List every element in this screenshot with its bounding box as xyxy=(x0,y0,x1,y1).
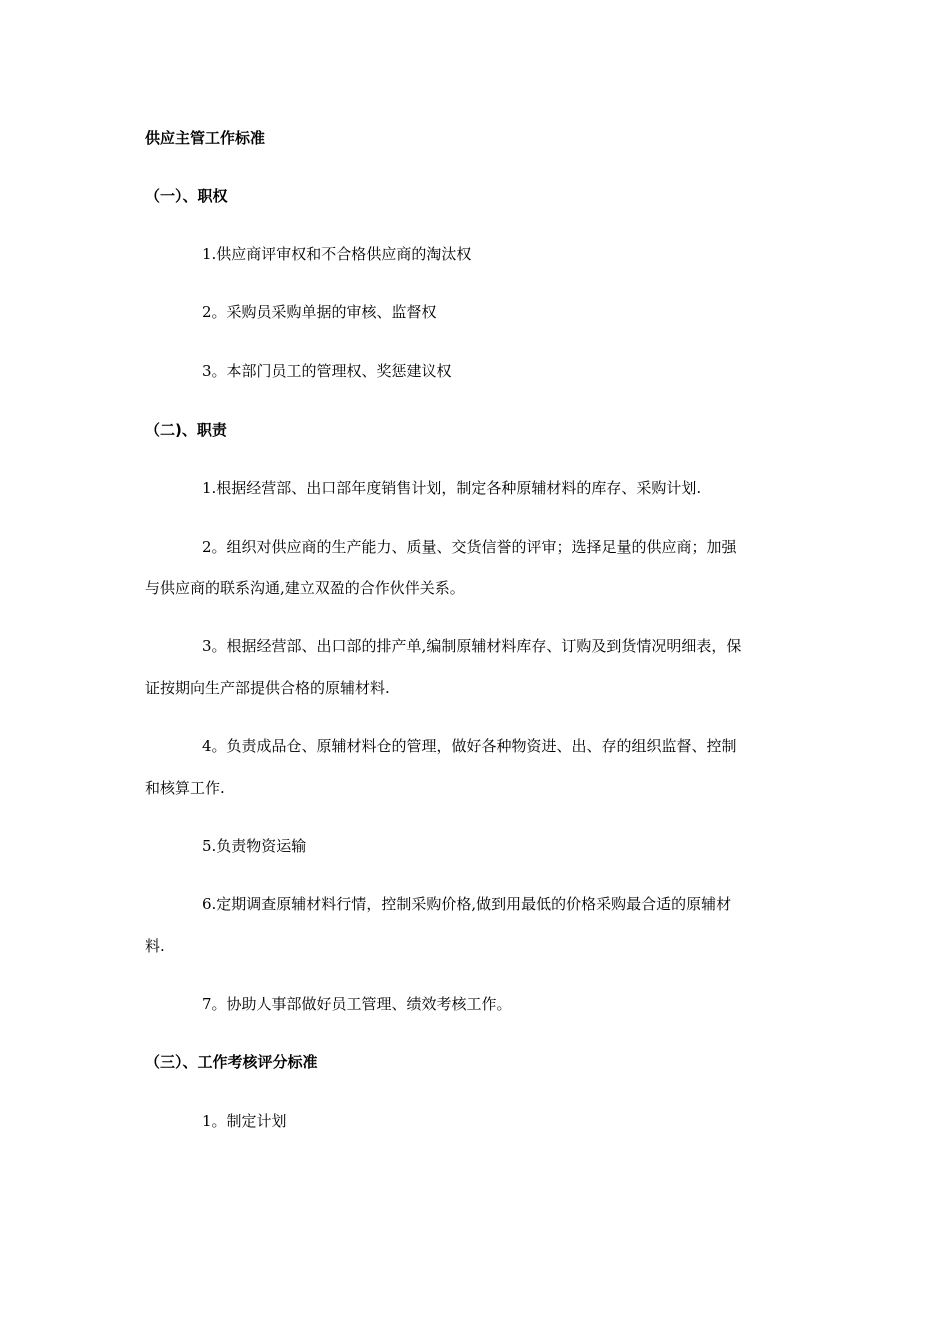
list-item-continuation: 证按期向生产部提供合格的原辅材料. xyxy=(145,679,390,697)
list-item: 3。本部门员工的管理权、奖惩建议权 xyxy=(202,362,452,380)
list-item: 1.根据经营部、出口部年度销售计划，制定各种原辅材料的库存、采购计划. xyxy=(202,479,702,497)
list-item: 2。采购员采购单据的审核、监督权 xyxy=(202,303,437,321)
list-item: 5.负责物资运输 xyxy=(202,837,307,855)
section-heading-duties: （二)、职责 xyxy=(145,421,227,439)
list-item: 1.供应商评审权和不合格供应商的淘汰权 xyxy=(202,245,472,263)
list-item-continuation: 与供应商的联系沟通,建立双盈的合作伙伴关系。 xyxy=(145,579,465,597)
list-item-line: 4。负责成品仓、原辅材料仓的管理，做好各种物资进、出、存的组织监督、控制 xyxy=(202,737,737,755)
document-title: 供应主管工作标准 xyxy=(145,129,266,147)
list-item-line: 6.定期调查原辅材料行情，控制采购价格,做到用最低的价格采购最合适的原辅材 xyxy=(202,895,732,913)
section-heading-evaluation: （三）、工作考核评分标准 xyxy=(145,1053,318,1071)
list-item-continuation: 和核算工作. xyxy=(145,779,225,797)
list-item-continuation: 料. xyxy=(145,937,165,955)
list-item-line: 3。根据经营部、出口部的排产单,编制原辅材料库存、订购及到货情况明细表，保 xyxy=(202,637,742,655)
list-item-line: 2。组织对供应商的生产能力、质量、交货信誉的评审；选择足量的供应商；加强 xyxy=(202,538,737,556)
list-item: 7。协助人事部做好员工管理、绩效考核工作。 xyxy=(202,995,512,1013)
section-heading-authority: （一）、职权 xyxy=(145,187,228,205)
list-item: 1。制定计划 xyxy=(202,1112,287,1130)
